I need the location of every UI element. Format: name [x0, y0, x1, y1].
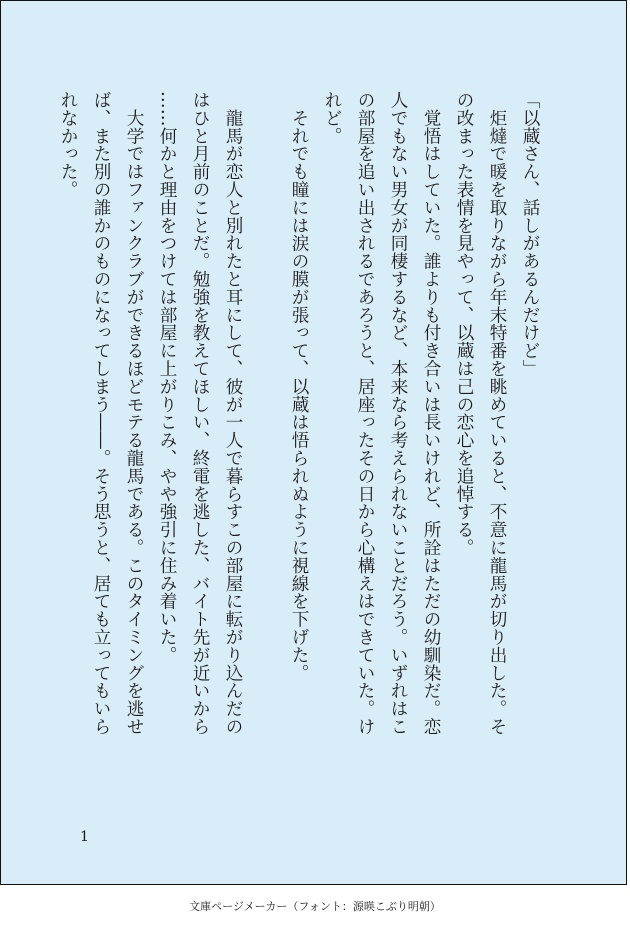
vertical-body-text: [51, 91, 546, 851]
text-line: 「以蔵さん、話しがあるんだけど」: [520, 91, 540, 378]
text-line: 炬燵で暖を取りながら年末特番を眺めていると、不意に龍馬が切り出した。そ: [487, 91, 507, 736]
blank-line: [249, 91, 282, 851]
text-line: 人でもない男女が同棲するなど、本来なら考えられないことだろう。いずれはこ: [388, 91, 408, 736]
text-line: はひと月前のことだ。勉強を教えてほしい、終電を逃した、バイト先が近いから: [190, 91, 210, 736]
text-line: れど。: [322, 91, 342, 145]
text-line: 覚悟はしていた。誰よりも付き合いは長いけれど、所詮はただの幼馴染だ。恋: [421, 91, 441, 736]
text-line: 龍馬が恋人と別れたと耳にして、彼が一人で暮らすこの部屋に転がり込んだの: [223, 91, 243, 736]
text-line: の部屋を追い出されるであろうと、居座ったその日から心構えはできていた。け: [355, 91, 375, 736]
text-line: ば、また別の誰かのものになってしまう――。そう思うと、居ても立ってもいら: [91, 91, 111, 736]
text-line: それでも瞳には涙の膜が張って、以蔵は悟られぬように視線を下げた。: [289, 91, 309, 682]
text-line: ……何かと理由をつけては部屋に上がりこみ、やや強引に住み着いた。: [157, 91, 177, 664]
text-line: 大学ではファンクラブができるほどモテる龍馬である。このタイミングを逃せ: [124, 91, 144, 736]
text-line: の改まった表情を見やって、以蔵は己の恋心を追悼する。: [454, 91, 474, 557]
footer-credit: 文庫ページメーカー（フォント：源暎こぶり明朝）: [189, 900, 441, 913]
page-number: 1: [80, 829, 89, 845]
text-line: れなかった。: [58, 91, 78, 199]
